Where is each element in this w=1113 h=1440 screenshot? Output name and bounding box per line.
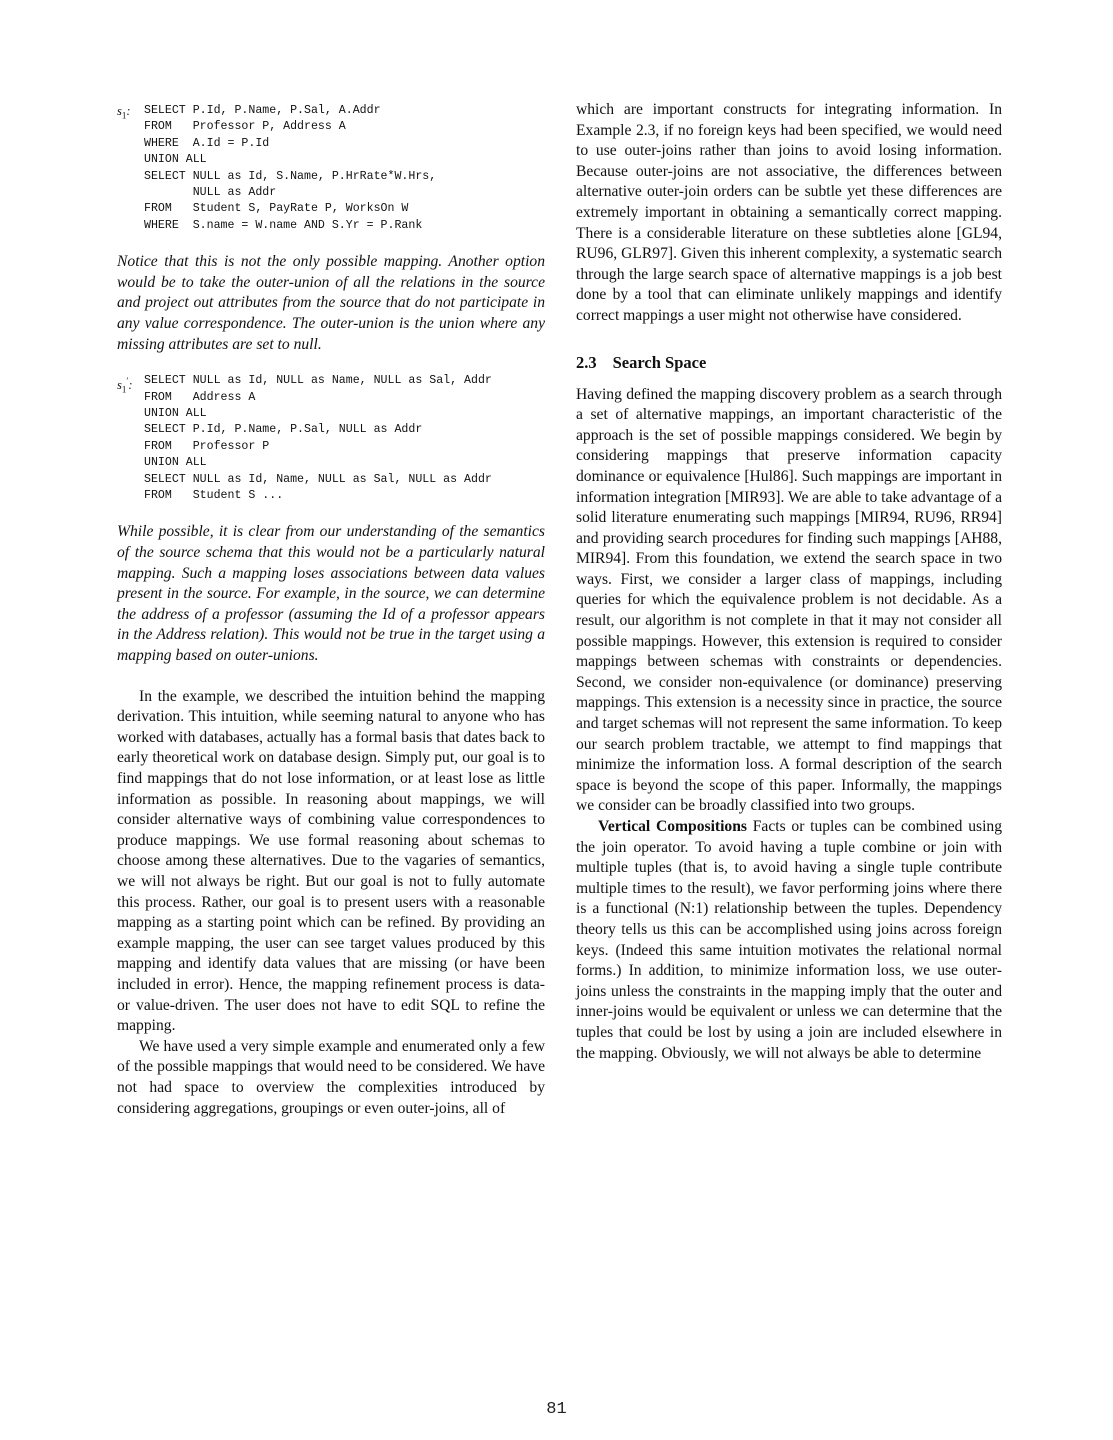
section-title: Search Space (612, 352, 707, 372)
body-paragraph-simple-example: We have used a very simple example and enumerated only a few of the possible mappings that would need to be considered. We have not had space to overview the complexities introduced by considering aggregations, groupings or even outer-joins, all of (117, 1037, 545, 1117)
body-paragraph-search-space: Having defined the mapping discovery problem as a search through a set of alternative mappings, an important characteristic of the approach is the set of possible mappings considered. We begin by considering mappings that preserve information capacity dominance or equivalence [Hul86]. Such mappings are important in information integration [MIR93]. We are able to take advantage of a solid literature enumerating such mappings [MIR94, RU96, RR94] and providing search procedures for finding such mappings [AH88, MIR94]. From this foundation, we extend the search space in two ways. First, we consider a larger class of mappings, including queries for which the equivalence problem is not decidable. As a result, our algorithm is not complete in that it may not consider all possible mappings. However, this extension is required to consider mappings between schemas with constraints or dependencies. Second, we consider non-equivalence (or dominance) preserving mappings. This extension is a necessity since in practice, the source and target schemas will not represent the same information. To keep our search problem tractable, we attempt to find mappings that minimize the information loss. A formal description of the search space is beyond the scope of this paper. Informally, the mappings we consider can be broadly classified into two groups. (576, 385, 1002, 815)
left-column (117, 100, 545, 1119)
body-paragraph-continued: which are important constructs for integrating information. In Example 2.3, if no foreign keys had been specified, we would need to use outer-joins rather than joins to avoid losing information. Because outer-joins are not associative, the differences between alternative outer-join orders can be subtle yet these differences are extremely important in obtaining a semantically correct mapping. There is a considerable literature on these subtleties alone [GL94, RU96, GLR97]. Given this inherent complexity, a systematic search through the large search space of alternative mappings is a job best done by a tool that can eliminate unlikely mappings and identify correct mappings a user might not otherwise have considered. (576, 101, 1002, 324)
code-block-s1-prime (117, 373, 545, 504)
body-paragraph-vertical-compositions (576, 817, 1002, 1064)
run-in-heading: Vertical Compositions (598, 818, 747, 835)
italic-paragraph-notice: Notice that this is not the only possible mapping. Another option would be to take the outer-union of all the relations in the source and project out attributes from the source that do not participate in any value correspondence. The outer-union is the union where any missing attributes are set to null. (117, 253, 545, 353)
page-number: 81 (546, 1400, 567, 1419)
code-block-s1 (117, 103, 545, 234)
section-heading (576, 353, 1002, 373)
section-number: 2.3 (576, 352, 597, 372)
sql-query-s1: SELECT P.Id, P.Name, P.Sal, A.Addr FROM Professor P, Address A WHERE A.Id = P.Id UNION ALL SELECT NULL as Id, S.Name, P.HrRate*W.Hrs, NULL as Addr FROM Student S, PayRate P, WorksOn W WHERE S.name = W.name AND S.Yr = P.Rank (144, 104, 437, 232)
right-column (576, 100, 1002, 1064)
italic-paragraph-while-possible: While possible, it is clear from our understanding of the semantics of the source schema that this would not be a particularly natural mapping. Such a mapping loses associations between data values present in the source. For example, in the source, we can determine the address of a professor (assuming the Id of a professor appears in the Address relation). This would not be true in the target using a mapping based on outer-unions. (117, 523, 545, 665)
vertical-compositions-text: Facts or tuples can be combined using the join operator. To avoid having a tuple combine or join with multiple tuples (that is, to avoid having a single tuple contribute multiple times to the result), we favor performing joins where there is a functional (N:1) relationship between the tuples. Dependency theory tells us this can be accomplished using joins across foreign keys. (Indeed this same intuition motivates the relational normal forms.) In addition, to minimize information loss, we use outer-joins unless the constraints in the mapping imply that the outer and inner-joins would be equivalent or unless we can determine that the tuples that could be lost by using a join are included elsewhere in the mapping. Obviously, we will not always be able to determine (576, 818, 1002, 1062)
body-paragraph-example: In the example, we described the intuition behind the mapping derivation. This intuition, while seeming natural to anyone who has worked with databases, actually has a formal basis that dates back to early theoretical work on database design. Simply put, our goal is to find mappings that do not lose information, or at least lose as little information as possible. In reasoning about mappings, we will consider alternative ways of combining value correspondences to produce mappings. We use formal reasoning about schemas to choose among these alternatives. Due to the vagaries of semantics, we will not always be right. But our goal is not to fully automate this process. Rather, our goal is to present users with a reasonable mapping as a starting point which can be refined. By providing an example mapping, the user can see target values produced by this mapping and identify data values that are missing (or have been included in error). Hence, the mapping refinement process is data- or value-driven. The user does not have to edit SQL to refine the mapping. (117, 687, 545, 1035)
sql-query-s1-prime: SELECT NULL as Id, NULL as Name, NULL as Sal, Addr FROM Address A UNION ALL SELECT P.Id, P.Name, P.Sal, NULL as Addr FROM Professor P UNION ALL SELECT NULL as Id, Name, NULL as Sal, NULL as Addr FROM Student S ... (144, 374, 492, 503)
code-label-s1-prime: $s_1'$: (117, 376, 133, 395)
code-label-s1: $s_1$: (117, 104, 131, 121)
